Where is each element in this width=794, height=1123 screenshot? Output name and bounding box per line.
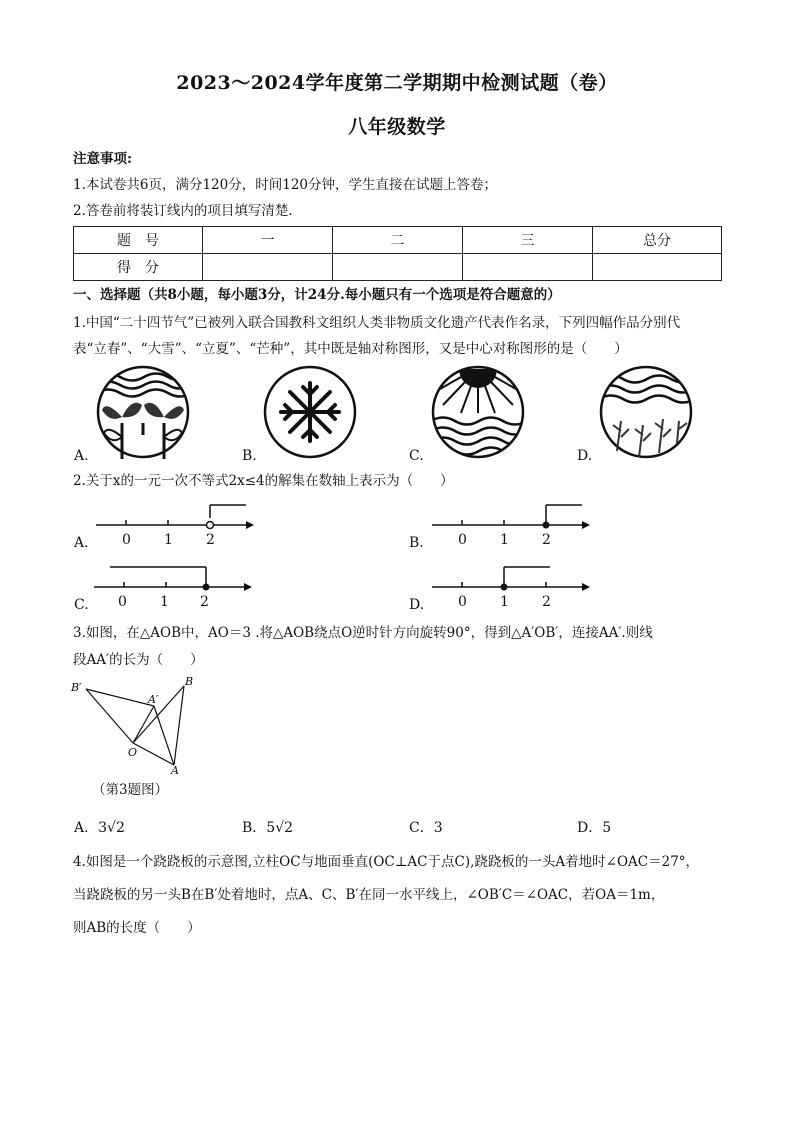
tick-label: 0 (118, 594, 127, 610)
tick-label: 2 (200, 594, 209, 610)
q4-line3: 则AB的长度（ ） (73, 920, 201, 936)
q1-option-c[interactable]: C. (409, 448, 424, 464)
label-a-prime: A′ (148, 693, 159, 706)
score-cell-part2: 二 (333, 227, 463, 254)
q1-figure-d-grain (599, 365, 693, 459)
tick-label: 0 (122, 532, 131, 548)
exam-title: 2023～2024学年度第二学期期中检测试题（卷） (176, 72, 618, 94)
score-row-label: 得 分 (74, 254, 203, 281)
q3-option-d[interactable]: D．5 (577, 820, 612, 836)
q2-option-d[interactable]: D. (409, 597, 425, 613)
score-input-cell[interactable] (203, 254, 333, 281)
exam-subtitle: 八年级数学 (348, 116, 446, 138)
q1-line1: 1.中国“二十四节气”已被列入联合国教科文组织人类非物质文化遗产代表作名录，下列四幅作品分别代 (73, 315, 681, 331)
q1-option-b[interactable]: B. (242, 448, 257, 464)
notice-item-1: 1.本试卷共6页，满分120分，时间120分钟，学生直接在试题上答卷； (73, 177, 498, 193)
score-cell-part3: 三 (463, 227, 593, 254)
q3-line2: 段AA′的长为（ ） (73, 652, 204, 668)
tick-label: 1 (164, 532, 173, 548)
q2-stem: 2.关于x的一元一次不等式2x≤4的解集在数轴上表示为（ ） (73, 473, 454, 489)
q1-option-d[interactable]: D. (577, 448, 593, 464)
q4-line2: 当跷跷板的另一头B在B′处着地时，点A、C、B′在同一水平线上，∠OB′C＝∠OAC，若OA＝1m， (73, 887, 665, 903)
q2-option-a[interactable]: A. (74, 535, 89, 551)
q2-option-b[interactable]: B. (409, 535, 424, 551)
q2-number-line-d (432, 562, 592, 612)
notice-item-2: 2.答卷前将装订线内的项目填写清楚. (73, 203, 293, 219)
tick-label: 2 (542, 532, 551, 548)
label-b-prime: B′ (71, 681, 82, 694)
section1-heading: 一、选择题（共8小题，每小题3分，计24分.每小题只有一个选项是符合题意的） (73, 287, 561, 303)
tick-label: 1 (500, 594, 509, 610)
label-o: O (128, 746, 138, 759)
q2-number-line-b (432, 500, 592, 550)
q1-figure-a-sprout (96, 365, 190, 459)
q1-figure-b-snowflake (263, 365, 357, 459)
q3-figure-triangle (70, 676, 210, 776)
score-input-cell[interactable] (333, 254, 463, 281)
tick-label: 1 (500, 532, 509, 548)
q3-option-c[interactable]: C．3 (409, 820, 443, 836)
score-table-header-row (74, 227, 722, 254)
q2-number-line-a (96, 500, 256, 550)
tick-label: 1 (160, 594, 169, 610)
tick-label: 2 (542, 594, 551, 610)
q1-figure-c-sun (431, 365, 525, 459)
q3-line1: 3.如图，在△AOB中，AO＝3 .将△AOB绕点O逆时针方向旋转90°，得到△A′OB′，连接AA′.则线 (73, 625, 653, 641)
tick-label: 0 (458, 532, 467, 548)
q3-option-b[interactable]: B．5√2 (242, 820, 294, 836)
q1-option-a[interactable]: A. (74, 448, 89, 464)
label-b: B (185, 675, 194, 688)
label-a: A (171, 764, 179, 777)
q1-line2: 表“立春”、“大雪”、“立夏”、“芒种”，其中既是轴对称图形，又是中心对称图形的是（ ） (73, 341, 628, 357)
score-input-cell[interactable] (593, 254, 722, 281)
q2-number-line-c (94, 562, 254, 612)
score-input-cell[interactable] (463, 254, 593, 281)
q2-option-c[interactable]: C. (74, 597, 89, 613)
score-cell-total: 总分 (593, 227, 722, 254)
score-cell-label: 题 号 (74, 227, 203, 254)
score-table (73, 226, 722, 281)
tick-label: 0 (458, 594, 467, 610)
q3-figure-caption: （第3题图） (92, 782, 169, 798)
q3-option-a[interactable]: A．3√2 (74, 820, 125, 836)
score-table-score-row (74, 254, 722, 281)
q4-line1: 4.如图是一个跷跷板的示意图,立柱OC与地面垂直(OC⊥AC于点C),跷跷板的一头A着地时∠OAC＝27°， (73, 854, 700, 870)
notice-heading: 注意事项: (73, 151, 132, 167)
score-cell-part1: 一 (203, 227, 333, 254)
tick-label: 2 (206, 532, 215, 548)
